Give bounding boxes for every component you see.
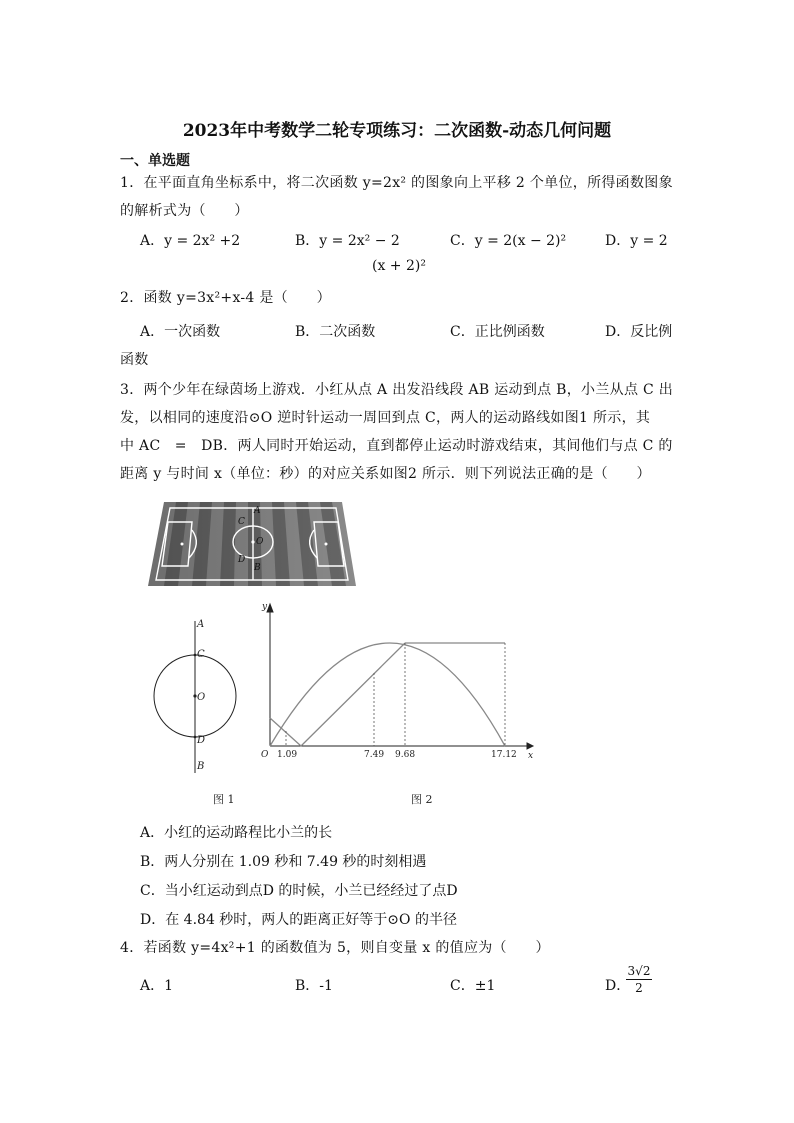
field-label-o: O [256,537,264,547]
fig2-tick-3: 9.68 [395,750,416,760]
fig2-y-label: y [262,602,268,612]
fig2-tick-4: 17.12 [491,750,517,760]
q3-option-c[interactable]: C．当小红运动到点D 的时候，小兰已经经过了点D [140,883,458,899]
field-label-d: D [238,555,246,565]
section-heading: 一、单选题 [120,153,190,169]
q3-stem-line1: 3．两个少年在绿茵场上游戏．小红从点 A 出发沿线段 AB 运动到点 B，小兰从点 C 出 [120,382,674,398]
field-label-b: B [254,563,261,573]
q1-option-a[interactable]: A．y = 2x² +2 [140,233,241,249]
q1-stem-line2: 的解析式为（ ） [120,203,249,219]
q4-stem: 4．若函数 y=4x²+1 的函数值为 5，则自变量 x 的值应为（ ） [120,940,550,956]
fraction-numerator: 3√2 [627,964,651,978]
q2-option-d[interactable]: D．反比例 [605,324,673,340]
fig1-label-d: D [197,735,206,746]
field-label-a: A [254,506,261,516]
figure-1 [150,615,246,815]
fig1-label-c: C [197,649,205,660]
q4-option-c[interactable]: C．±1 [450,978,496,994]
q1-option-continuation: (x + 2)² [372,258,426,274]
soccer-field-image [146,500,358,588]
fig1-label-o: O [197,692,206,703]
fig1-label-a: A [197,619,205,630]
fig1-label-b: B [197,761,205,772]
q4-option-b[interactable]: B．-1 [295,978,333,994]
fig1-caption: 图 1 [213,793,235,806]
fraction-denominator: 2 [635,981,643,995]
q1-option-b[interactable]: B．y = 2x² − 2 [295,233,400,249]
q4-option-a[interactable]: A．1 [140,978,174,994]
fig2-x-label: x [528,751,534,761]
fig2-tick-1: 1.09 [277,750,298,760]
q2-option-c[interactable]: C．正比例函数 [450,324,545,340]
q2-option-a[interactable]: A．一次函数 [140,324,221,340]
q1-stem-line1: 1．在平面直角坐标系中，将二次函数 y=2x² 的图象向上平移 2 个单位，所得函数图象 [120,175,673,191]
q3-stem-line2: 发，以相同的速度沿⊙O 逆时针运动一周回到点 C，两人的运动路线如图1 所示，其 [120,410,651,426]
fig2-caption: 图 2 [411,793,433,806]
q4-option-d[interactable]: D． [605,978,631,994]
fig2-tick-2: 7.49 [364,750,385,760]
q1-option-d[interactable]: D．y = 2 [605,233,668,249]
q3-stem-line3: 中 AC = DB．两人同时开始运动，直到都停止运动时游戏结束，其间他们与点 C 的 [120,438,673,454]
q3-stem-line4: 距离 y 与时间 x（单位：秒）的对应关系如图2 所示．则下列说法正确的是（ ） [120,466,651,482]
q3-option-a[interactable]: A．小红的运动路程比小兰的长 [140,825,333,841]
q3-option-b[interactable]: B．两人分别在 1.09 秒和 7.49 秒的时刻相遇 [140,854,427,870]
field-label-c: C [238,517,245,527]
fig2-origin-label: O [261,750,269,760]
q3-option-d[interactable]: D．在 4.84 秒时，两人的距离正好等于⊙O 的半径 [140,912,457,928]
page-title: 2023年中考数学二轮专项练习：二次函数-动态几何问题 [182,121,612,141]
q4-option-d-fraction [626,964,652,995]
q1-option-c[interactable]: C．y = 2(x − 2)² [450,233,567,249]
q2-option-b[interactable]: B．二次函数 [295,324,376,340]
q2-stem: 2．函数 y=3x²+x-4 是（ ） [120,290,331,306]
q2-option-d-continuation: 函数 [120,352,149,368]
figure-2 [255,600,545,815]
